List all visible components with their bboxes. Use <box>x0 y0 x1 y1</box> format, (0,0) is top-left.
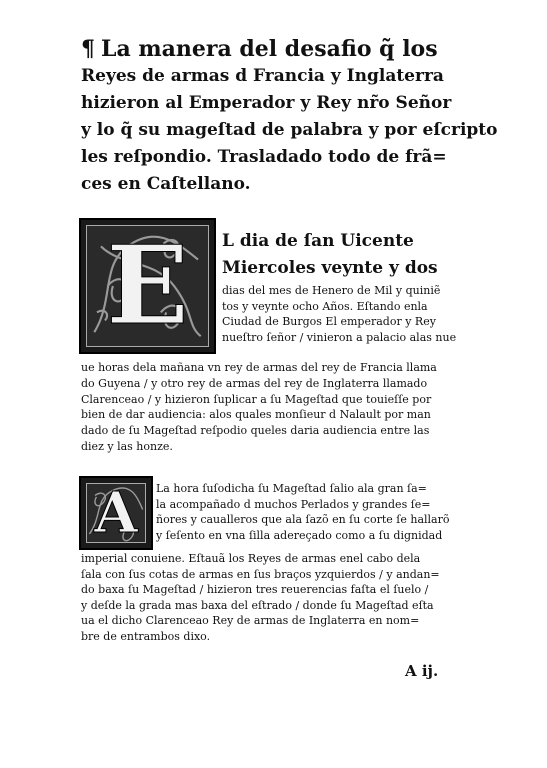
text-line: nueſtro ſeñor / vinieron a palacio alas nue <box>222 330 457 344</box>
text-line: dias del mes de Henero de Mil y quiniẽ <box>222 284 441 297</box>
text-line: ñores y caualleros que ala ſazõ en ſu corte ſe hallarõ <box>156 513 450 527</box>
paragraph-1-heading <box>222 228 512 282</box>
text-line: ua el dicho Clarenceao Rey de armas de Inglaterra en nom= <box>81 614 420 628</box>
initial-letter: A <box>94 480 138 546</box>
text-line: tos y veynte ocho Años. Eſtando enla <box>222 299 428 313</box>
text-line: Miercoles veynte y dos <box>222 258 438 278</box>
text-line: y ſeſento en vna ſilla adereçado como a ſu dignidad <box>156 528 443 542</box>
text-line: bien de dar audiencia: alos quales monſieur d Nalault por man <box>81 408 431 422</box>
title-line: ces en Caſtellano. <box>81 174 251 194</box>
text-line: bre de entrambos dixo. <box>81 629 211 643</box>
initial-letter: E <box>106 223 189 349</box>
paragraph-1-body <box>81 360 511 455</box>
text-line: do baxa ſu Mageſtad / hizieron tres reuerencias faſta el ſuelo / <box>81 583 429 597</box>
text-line: la acompañado d muchos Perlados y grandes ſe= <box>156 497 431 511</box>
text-line: do Guyena / y otro rey de armas del rey de Inglaterra llamado <box>81 376 428 390</box>
title-line <box>81 36 501 63</box>
paragraph-1-beside-initial <box>222 283 512 345</box>
decorated-initial-e <box>79 218 216 354</box>
title-line-text: La manera del desafio q̃ los <box>101 36 438 62</box>
title-line: les reſpondio. Trasladado todo de frã= <box>81 147 447 167</box>
text-line: diez y las honze. <box>81 439 173 453</box>
document-title <box>81 36 501 198</box>
text-line: ue horas dela mañana vn rey de armas del rey de Francia llama <box>81 361 437 374</box>
text-line: La hora ſuſodicha ſu Mageſtad ſalio ala gran ſa= <box>156 482 427 495</box>
text-line: Clarenceao / y hizieron ſuplicar a ſu Mageſtad que touieſſe por <box>81 392 432 406</box>
title-line: y lo q̃ su mageſtad de palabra y por eſcripto <box>81 120 498 140</box>
text-line: y deſde la grada mas baxa del eſtrado / donde ſu Mageſtad eſta <box>81 598 434 612</box>
text-line: ſala con ſus cotas de armas en ſus braços yzquierdos / y andan= <box>81 567 440 581</box>
text-line: dado de ſu Mageſtad reſpodio queles daria audiencia entre las <box>81 424 430 438</box>
text-line: Ciudad de Burgos El emperador y Rey <box>222 315 436 328</box>
text-line: imperial conuiene. Eſtauã los Reyes de armas enel cabo dela <box>81 552 421 565</box>
text-line: L dia de ſan Uicente <box>222 231 414 251</box>
pilcrow-icon: ¶ <box>81 36 95 62</box>
paragraph-2-body <box>81 551 511 645</box>
title-line: hizieron al Emperador y Rey nr̃o Señor <box>81 93 452 113</box>
paragraph-2-beside-initial <box>156 481 512 543</box>
signature-mark: A ij. <box>405 662 439 680</box>
decorated-initial-a <box>79 476 153 550</box>
title-line: Reyes de armas d Francia y Inglaterra <box>81 66 444 86</box>
